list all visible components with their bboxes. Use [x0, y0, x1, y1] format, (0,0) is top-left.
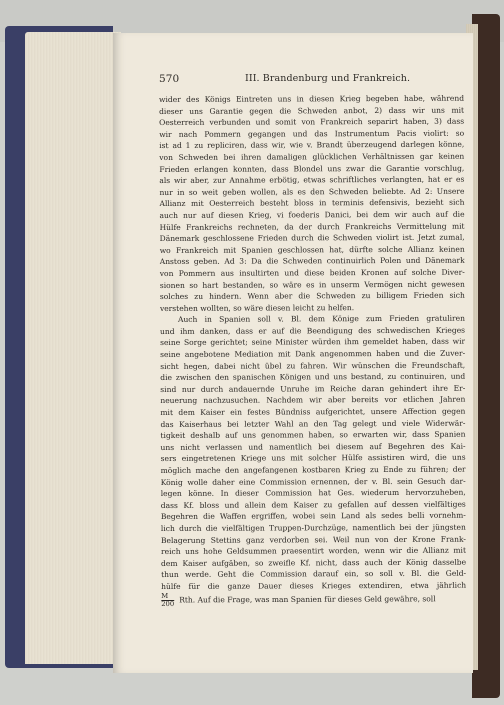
fraction-denominator: 200 [161, 599, 175, 608]
text-line: Begehren die Waffen ergriffen, wobei sein Land als sedes belli vornehm- [160, 511, 466, 522]
paragraph-2 [160, 313, 466, 593]
text-line: Frieden erlangen konnten, dass Blondel uns zwar die Garantie vorschlug, [159, 163, 465, 174]
text-line: thun werde. Geht die Commission darauf ein, so soll v. Bl. die Geld- [161, 569, 467, 580]
text-line: sers eingetretenen Kriege uns mit solcher Hülfe assistiren wird, die uns [160, 453, 466, 464]
text-line: sicht hegen, dabei nicht übel zu fahren. Wir wünschen die Freundschaft, [160, 360, 466, 371]
text-line: dieser uns Garantie gegen die Schweden anbot, 2) dass wir uns mit [159, 105, 465, 116]
text-line: als wir aber, zur Annahme erbötig, etwas schriftliches verlangten, hat er es [159, 174, 465, 186]
page-number: 570 [159, 73, 180, 85]
text-line: tigkeit deshalb auf uns genommen haben, so erwarten wir, dass Spanien [160, 429, 466, 441]
text-line: König wolle daher eine Commission ernennen, der v. Bl. sein Gesuch dar- [160, 476, 466, 487]
page-header [159, 73, 467, 87]
text-line: Allianz mit Oesterreich besteht bloss in terminis defensivis, bezieht sich [159, 198, 465, 209]
running-head: III. Brandenburg und Frankreich. [245, 73, 411, 84]
text-line: uns nicht verlassen und namentlich bei diesem auf Begehren des Kai- [160, 441, 466, 452]
text-line: wo Frankreich mit Spanien geschlossen hat, dürfte solche Allianz keinen [159, 244, 465, 255]
book-spine-cover [5, 26, 113, 668]
text-line: neuerung nachzusuchen. Nachdem wir aber bereits vor etlichen Jahren [160, 395, 466, 406]
text-line: reich uns hohe Geldsummen praesentirt worden, wenn wir die Allianz mit [160, 545, 467, 557]
text-line: Anstoss geben. Ad 3: Da die Schweden continuirlich Polen und Dänemark [159, 255, 465, 267]
book-page-edges [25, 32, 121, 664]
fraction [161, 592, 174, 607]
text-line: sind nur durch andauernde Unruhe im Reiche daran gehindert ihre Er- [160, 383, 466, 394]
text-line: verstehen wollten, so wäre diesen leicht zu helfen. [159, 302, 355, 313]
text-line: und ihm danken, dass er auf die Beendigung des schwedischen Krieges [160, 325, 466, 336]
text-line: dem Kaiser aufgäben, so zweifle Kf. nicht, dass auch der König dasselbe [161, 557, 467, 568]
text-line: Oesterreich verbunden und somit von Frankreich separirt haben, 3) dass [159, 116, 465, 128]
text-line: dass Kf. bloss und allein dem Kaiser zu gefallen auf dessen vielfältiges [160, 499, 466, 510]
text-line: die zwischen den spanischen Königen und uns bestand, zu continuiren, und [160, 371, 466, 383]
text-line: lich durch die vielfältigen Truppen-Durchzüge, namentlich bei der jüngsten [160, 522, 466, 533]
text-line: wir nach Pommern gegangen und das Instrumentum Pacis violirt: so [159, 128, 465, 139]
text-line: ist ad 1 zu repliciren, dass wir, wie v. Brandt überzeugend darlegen könne, [159, 140, 465, 151]
text-line: von Schweden bei ihren damaligen glücklichen Verhältnissen gar keinen [159, 151, 465, 162]
text-line: das Kaiserhaus bei letzter Wahl an den Tag gelegt und viele Widerwär- [160, 418, 466, 429]
body-text [159, 93, 466, 608]
text-line: Dänemark geschlossene Frieden durch die Schweden violirt ist. Jetzt zumal, [159, 232, 465, 244]
book-page [113, 33, 473, 673]
text-line: Hülfe Frankreichs rechneten, da der durch Frankreichs Vermittelung mit [159, 221, 465, 232]
text-line: seine Sorge gerichtet; seine Minister würden ihm gemeldet haben, dass wir [160, 337, 466, 348]
text-line: nur in so weit geben wollen, als es den Schweden beliebte. Ad 2: Unsere [159, 186, 465, 197]
text-line: hülfe für die ganze Dauer dieses Krieges extendiren, etwa jährlich [161, 580, 467, 591]
text-line: Auch in Spanien soll v. Bl. dem Könige zum Frieden gratuliren [177, 313, 466, 325]
final-line [161, 591, 466, 607]
text-line: von Pommern aus insultirten und diese beiden Kronen auf solche Diver- [159, 267, 465, 278]
text-line: wider des Königs Eintreten uns in diesen Krieg begeben habe, während [159, 93, 465, 104]
text-line: solches zu hindern. Wenn aber die Schweden zu billigem Frieden sich [159, 290, 465, 302]
fraction-numerator: M [161, 592, 174, 600]
text-line: mit dem Kaiser ein festes Bündniss aufgerichtet, unsere Affection gegen [160, 406, 466, 418]
text-line: möglich mache den angefangenen kostbaren Krieg zu Ende zu führen; der [160, 464, 466, 475]
text-line: legen könne. In dieser Commission hat Ges. wiederum hervorzuheben, [160, 487, 466, 499]
final-line-text: Rth. Auf die Frage, was man Spanien für dieses Geld gewähre, soll [179, 593, 436, 604]
text-line: Belagerung Stettins ganz verdorben sei. Weil nun von der Krone Frank- [160, 534, 466, 545]
text-line: auch nur auf diesen Krieg, vi foederis Danici, bei dem wir auch auf die [159, 209, 465, 220]
text-line: sionen so hart bestanden, so wäre es in unserm Vermögen nicht gewesen [159, 279, 465, 290]
paragraph-1 [159, 93, 465, 315]
text-line: seine angebotene Mediation mit Dank angenommen haben und die Zuver- [160, 348, 466, 360]
